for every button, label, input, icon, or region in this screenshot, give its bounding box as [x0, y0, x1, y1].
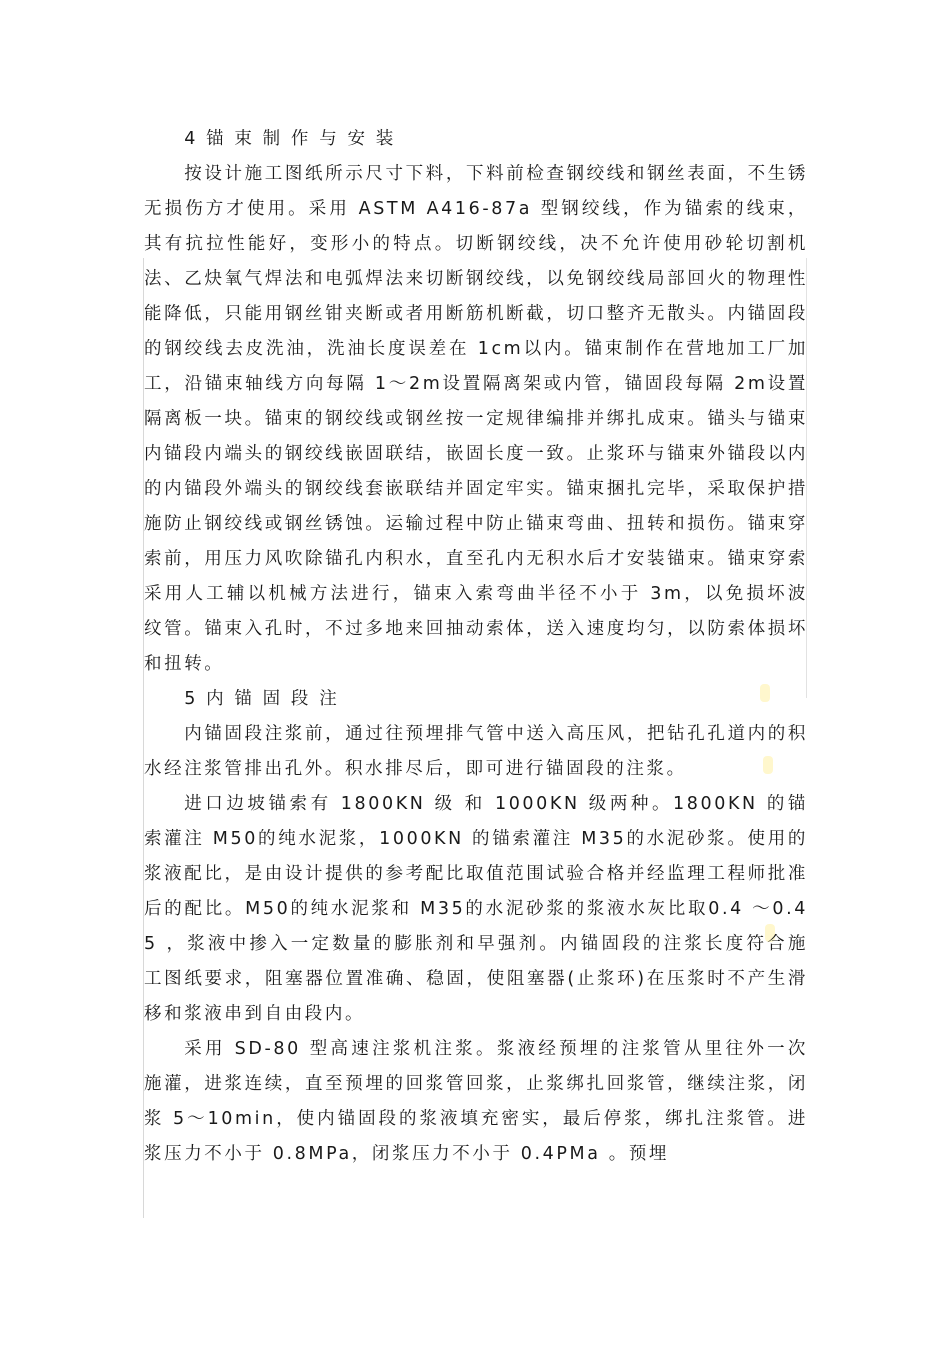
section-heading-4: 4 锚 束 制 作 与 安 装 — [184, 129, 396, 149]
paragraph-grout-mix: 进口边坡锚索有 1800KN 级 和 1000KN 级两种。1800KN 的锚索灌注 M50的纯水泥浆，1000KN 的锚索灌注 M35的水泥砂浆。使用的浆液配比，是由设计提供的参考配比取值范围试验合格并经监理工程师批准后的配比。M50的纯水泥浆和 M35的水泥砂浆的浆液水灰比取0.4 ～0.45 ，浆液中掺入一定数量的膨胀剂和早强剂。内锚固段的注浆长度符合施工图纸要求，阻塞器位置准确、稳固，使阻塞器(止浆环)在压浆时不产生滑移和浆液串到自由段内。 — [144, 794, 808, 1024]
paragraph-pre-grouting: 内锚固段注浆前，通过往预埋排气管中送入高压风，把钻孔孔道内的积水经注浆管排出孔外。积水排尽后，即可进行锚固段的注浆。 — [144, 724, 808, 779]
document-body — [144, 122, 808, 1172]
paragraph-grouting-method: 采用 SD-80 型高速注浆机注浆。浆液经预埋的注浆管从里往外一次施灌，进浆连续，直至预埋的回浆管回浆，止浆绑扎回浆管，继续注浆，闭浆 5～10min，使内锚固段的浆液填充密实，最后停浆，绑扎注浆管。进浆压力不小于 0.8MPa，闭浆压力不小于 0.4PMa 。预埋 — [144, 1039, 808, 1164]
paragraph-anchor-fabrication: 按设计施工图纸所示尺寸下料，下料前检查钢绞线和钢丝表面，不生锈无损伤方才使用。采用 ASTM A416-87a 型钢绞线，作为锚索的线束，其有抗拉性能好，变形小的特点。切断钢绞线，决不允许使用砂轮切割机法、乙炔氧气焊法和电弧焊法来切断钢绞线，以免钢绞线局部回火的物理性能降低，只能用钢丝钳夹断或者用断筋机断截，切口整齐无散头。内锚固段的钢绞线去皮洗油，洗油长度误差在 1cm以内。锚束制作在营地加工厂加工，沿锚束轴线方向每隔 1～2m设置隔离架或内管，锚固段每隔 2m设置隔离板一块。锚束的钢绞线或钢丝按一定规律编排并绑扎成束。锚头与锚束内锚段内端头的钢绞线嵌固联结，嵌固长度一致。止浆环与锚束外锚段以内的内锚段外端头的钢绞线套嵌联结并固定牢实。锚束捆扎完毕，采取保护措施防止钢绞线或钢丝锈蚀。运输过程中防止锚束弯曲、扭转和损伤。锚束穿索前，用压力风吹除锚孔内积水，直至孔内无积水后才安装锚束。锚束穿索采用人工辅以机械方法进行，锚束入索弯曲半径不小于 3m，以免损坏波纹管。锚束入孔时，不过多地来回抽动索体，送入速度均匀，以防索体损坏和扭转。 — [144, 164, 808, 674]
section-heading-5: 5 内 锚 固 段 注 — [184, 689, 340, 709]
